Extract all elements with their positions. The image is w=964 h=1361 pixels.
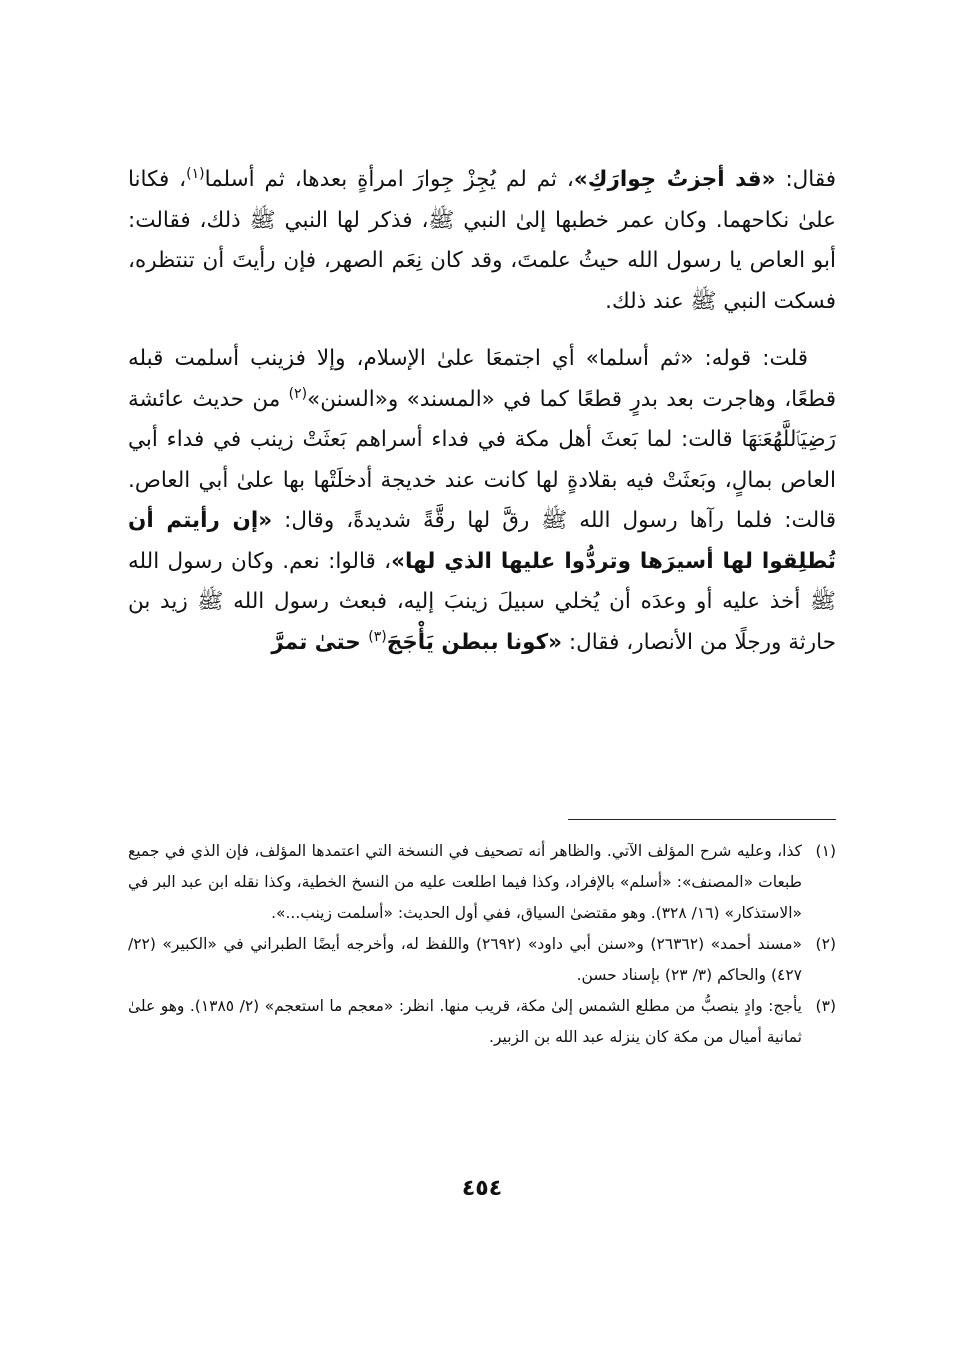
paragraph-2	[128, 339, 836, 663]
hadith-quote: «إن رأيتم أن تُطلِقوا لها أسيرَها وتردُّوا عليها الذي لها»	[128, 508, 837, 574]
footnote-2	[128, 929, 836, 991]
footnote-text: «مسند أحمد» (٢٦٣٦٢) و«سنن أبي داود» (٢٦٩٢) واللفظ له، وأخرجه أيضًا الطبراني في «الكبير» (٢٢/ ٤٢٧) والحاكم (٣/ ٢٣) بإسناد حسن.	[128, 935, 803, 984]
footnote-number: (٢)	[815, 935, 836, 953]
text-run: من حديث عائشة رَضِيَٱللَّهُعَنۡهَا قالت: لما بَعثَ أهل مكة في فداء أسراهم بَعثَتْ زينب في فداء أبي العاص بمالٍ، وبَعثَتْ فيه بقلادةٍ لها كانت عند خديجة أدخلَتْها بها علىٰ أبي العاص. قالت: فلما رآها رسول الله ﷺ رقَّ لها رقَّةً شديدةً، وقال:	[128, 386, 836, 533]
footnote-text: يأجج: وادٍ ينصبُّ من مطلع الشمس إلىٰ مكة، قريب منها. انظر: «معجم ما استعجم» (٢/ ١٣٨٥). وهو علىٰ ثمانية أميال من مكة كان ينزله عبد الله بن الزبير.	[128, 997, 802, 1046]
main-text	[128, 160, 836, 663]
footnote-text: كذا، وعليه شرح المؤلف الآتي. والظاهر أنه تصحيف في النسخة التي اعتمدها المؤلف، فإن الذي في جميع طبعات «المصنف»: «أسلم» بالإفراد، وكذا فيما اطلعت عليه من النسخ الخطية، وكذا نقله ابن عبد البر في «الاستذكار» (١٦/ ٣٢٨). وهو مقتضىٰ السياق، ففي أول الحديث: «أسلمت زينب...».	[128, 842, 802, 922]
footnote-number: (٣)	[815, 997, 836, 1015]
text-run: قلت: قوله: «ثم أسلما» أي اجتمعَا علىٰ الإسلام، وإلا فزينب أسلمت قبله قطعًا، وهاجرت بعد بدرٍ قطعًا كما في «المسند» و«السنن»	[128, 346, 836, 412]
footnote-ref-2[interactable]: (٢)	[288, 385, 308, 402]
text-run: ، قالوا: نعم. وكان رسول الله ﷺ أخذ عليه أو وعدَه أن يُخلي سبيلَ زينبَ إليه، فبعث رسول الله ﷺ زيد بن حارثة ورجلًا من الأنصار، فقال:	[128, 548, 836, 655]
page-number: ٤٥٤	[461, 1176, 503, 1201]
footnote-1	[128, 836, 836, 929]
text-run: ، ثم لم يُجِزْ جِوارَ امرأةٍ بعدها، ثم أسلما	[204, 167, 574, 192]
hadith-quote: حتىٰ تمرَّ	[271, 629, 369, 655]
paragraph-1	[128, 160, 836, 322]
footnote-3	[128, 991, 836, 1053]
hadith-quote: «كونا ببطن يَأْجَجَ	[386, 629, 563, 655]
footnote-divider	[568, 819, 836, 820]
footnote-ref-1[interactable]: (١)	[186, 165, 205, 182]
hadith-quote: «قد أجزتُ جِوارَكِ»	[573, 167, 776, 192]
footnote-ref-3[interactable]: (٣)	[368, 628, 387, 645]
text-run: ، فكانا علىٰ نكاحهما. وكان عمر خطبها إلىٰ النبي ﷺ، فذكر لها النبي ﷺ ذلك، فقالت: أبو العاص يا رسول الله حيثُ علمتَ، وقد كان نِعَم الصهر، فإن رأيتَ أن تنتظره، فسكت النبي ﷺ عند ذلك.	[128, 167, 836, 314]
footnote-number: (١)	[815, 842, 836, 860]
footnotes	[128, 836, 836, 1053]
text-run: فقال:	[775, 167, 837, 192]
